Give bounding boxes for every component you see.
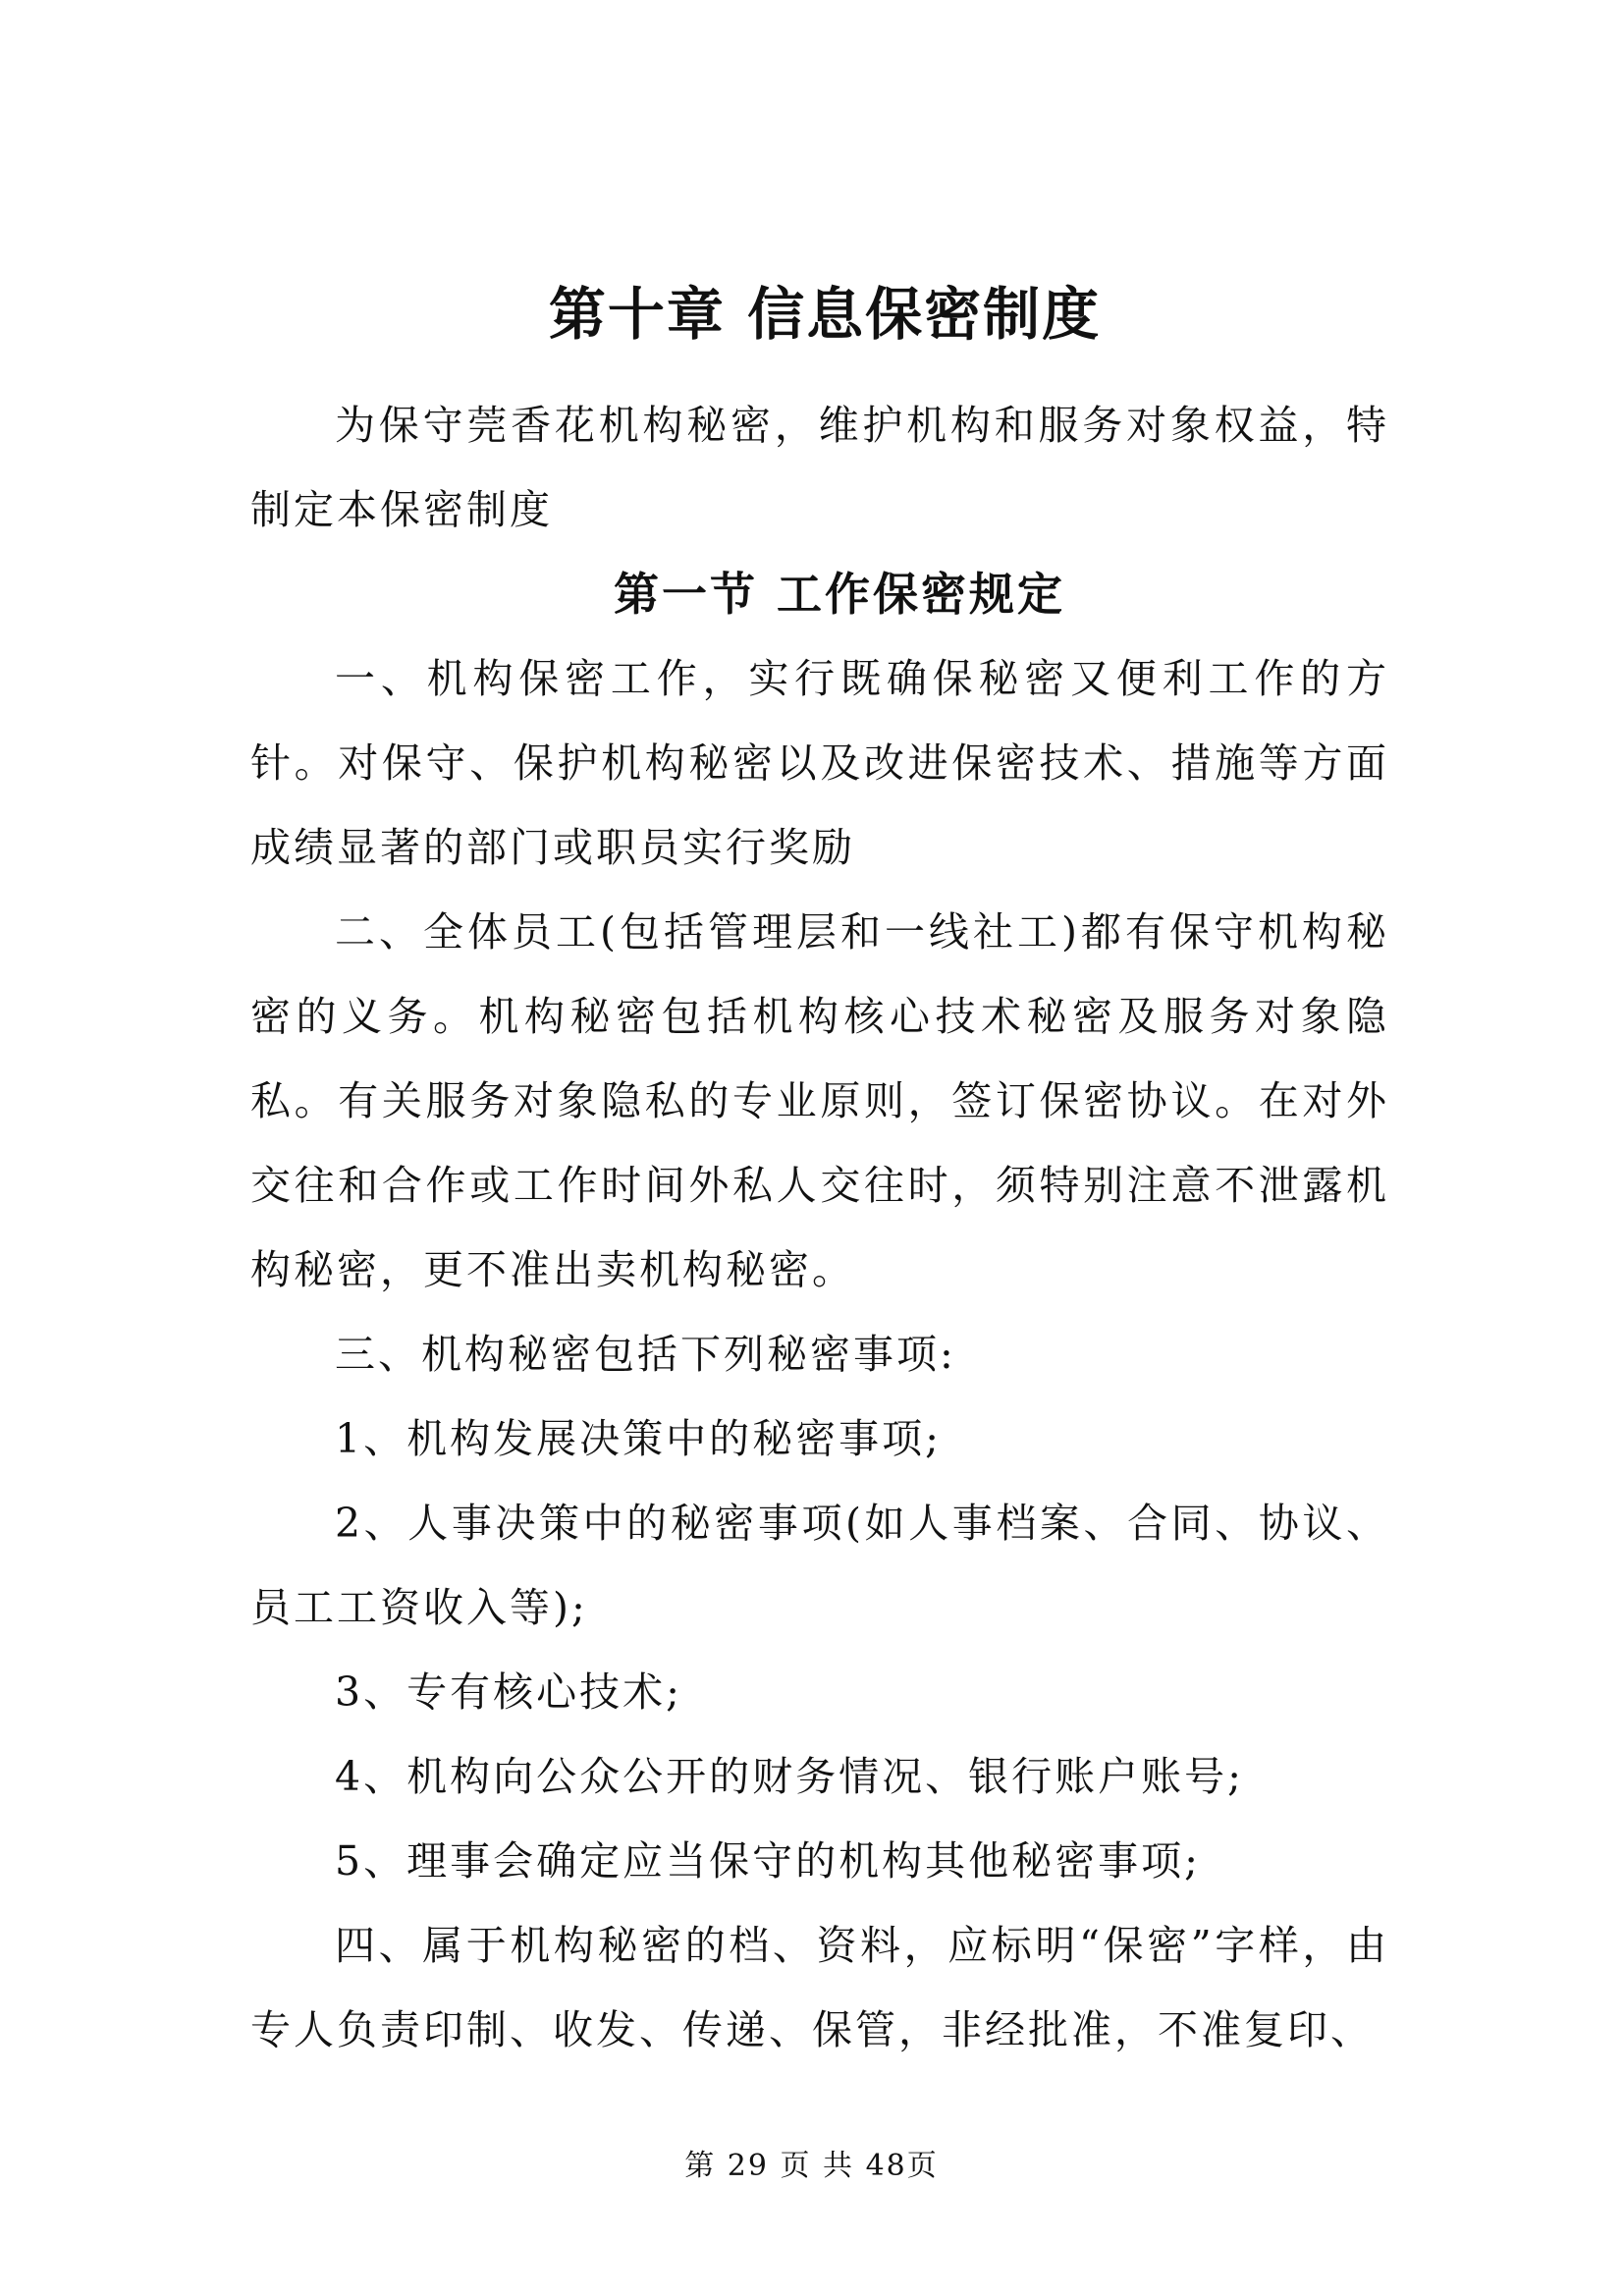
section-title: 第一节 工作保密规定 [613,568,1065,621]
list-item-3: 3、专有核心技术; [335,1668,682,1716]
page-footer: 第 29 页 共 48页 [684,2149,939,2183]
list-item-5: 5、理事会确定应当保守的机构其他秘密事项; [335,1837,1201,1885]
intro-paragraph: 为保守莞香花机构秘密，维护机构和服务对象权益，特制定本保密制度 [250,402,1389,533]
page-content [250,265,1389,2072]
paragraph-3: 三、机构秘密包括下列秘密事项: [335,1331,956,1378]
paragraph-1: 一、机构保密工作，实行既确保秘密又便利工作的方针。对保守、保护机构秘密以及改进保密技术、措施等方面成绩显著的部门或职员实行奖励 [250,655,1389,871]
paragraph-4: 四、属于机构秘密的档、资料，应标明“保密”字样，由专人负责印制、收发、传递、保管，非经批准，不准复印、 [250,1922,1389,2053]
list-item-1: 1、机构发展决策中的秘密事项; [335,1415,942,1462]
chapter-title: 第十章 信息保密制度 [548,281,1102,348]
list-item-2: 2、人事决策中的秘密事项(如人事档案、合同、协议、员工工资收入等); [250,1500,1389,1631]
list-item-4: 4、机构向公众公开的财务情况、银行账户账号; [335,1753,1244,1800]
paragraph-2: 二、全体员工(包括管理层和一线社工)都有保守机构秘密的义务。机构秘密包括机构核心技术秘密及服务对象隐私。有关服务对象隐私的专业原则，签订保密协议。在对外交往和合作或工作时间外私人交往时，须特别注意不泄露机构秘密，更不准出卖机构秘密。 [250,908,1389,1293]
